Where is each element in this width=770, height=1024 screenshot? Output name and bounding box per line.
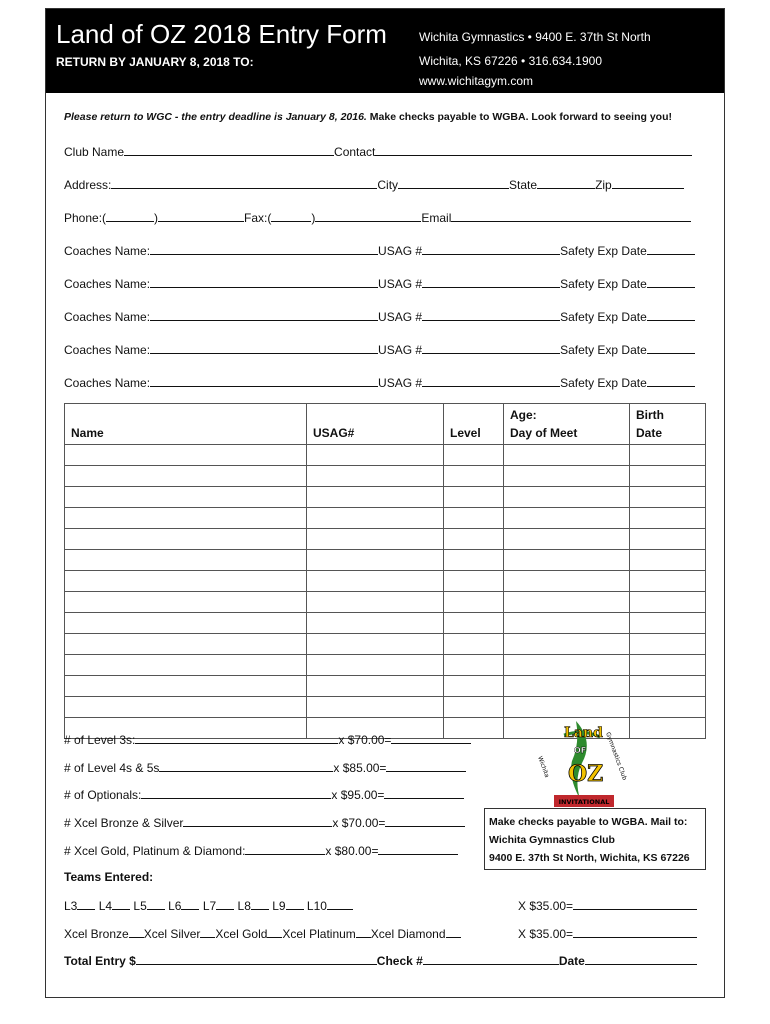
- coach-row: [64, 275, 695, 291]
- header-usag: USAG#: [307, 404, 444, 445]
- usag-field[interactable]: [422, 374, 560, 387]
- header-level: Level: [444, 404, 504, 445]
- form-title: Land of OZ 2018 Entry Form: [56, 19, 387, 49]
- fax-number-field[interactable]: [315, 209, 421, 222]
- coach-row: [64, 374, 695, 390]
- roster-body: [65, 445, 706, 739]
- usag-cell[interactable]: [307, 487, 444, 508]
- name-cell[interactable]: [65, 445, 307, 466]
- table-row: [65, 613, 706, 634]
- usag-cell[interactable]: [307, 655, 444, 676]
- fee-xcel-gpd-row: [64, 842, 458, 858]
- fee-optionals-row: [64, 786, 464, 802]
- header-birth-date: [630, 404, 706, 445]
- address-line-1: Wichita Gymnastics • 9400 E. 37th St North: [419, 30, 651, 44]
- level-cell[interactable]: [444, 466, 504, 487]
- xcel-bs-label: # Xcel Bronze & Silver: [64, 816, 184, 830]
- coaches-name-field[interactable]: [150, 275, 378, 288]
- birth-date-cell[interactable]: [630, 571, 706, 592]
- team-l9-label: L9: [272, 899, 286, 913]
- table-row: [65, 571, 706, 592]
- coaches-name-label: Coaches Name:: [64, 310, 151, 324]
- table-row: [65, 634, 706, 655]
- total-entry-label: Total Entry $: [64, 954, 136, 968]
- club-name-field[interactable]: [124, 143, 334, 156]
- mail-line-1: Make checks payable to WGBA. Mail to:: [489, 816, 688, 828]
- level3-count-field[interactable]: [135, 731, 338, 744]
- birth-date-cell[interactable]: [630, 529, 706, 550]
- level3-label: # of Level 3s:: [64, 733, 136, 747]
- zip-field[interactable]: [612, 176, 684, 189]
- safety-exp-field[interactable]: [647, 374, 695, 387]
- xcel-bs-total-field[interactable]: [385, 814, 465, 827]
- coach-row: [64, 242, 695, 258]
- teams-entered-label: Teams Entered:: [64, 870, 154, 884]
- team-l5-label: L5: [133, 899, 147, 913]
- name-cell[interactable]: [65, 655, 307, 676]
- xcel-gpd-count-field[interactable]: [245, 842, 325, 855]
- table-row: [65, 466, 706, 487]
- age-cell[interactable]: [504, 487, 630, 508]
- name-cell[interactable]: [65, 466, 307, 487]
- team-xcel-gold-label: Xcel Gold: [215, 927, 268, 941]
- team-l8-label: L8: [237, 899, 251, 913]
- level-cell[interactable]: [444, 571, 504, 592]
- club-contact-row: [64, 143, 692, 159]
- birth-date-cell[interactable]: [630, 487, 706, 508]
- teams-levels-row: [64, 897, 353, 913]
- logo-of-text: OF: [574, 746, 587, 755]
- birth-date-cell[interactable]: [630, 697, 706, 718]
- usag-cell[interactable]: [307, 508, 444, 529]
- header-date: Date: [636, 426, 663, 440]
- fee-level45-row: [64, 759, 466, 775]
- safety-exp-field[interactable]: [647, 242, 695, 255]
- age-cell[interactable]: [504, 613, 630, 634]
- payable-text: Make checks payable to WGBA. Look forward to seeing you!: [366, 111, 673, 123]
- age-cell[interactable]: [504, 508, 630, 529]
- level3-price: x $70.00=: [338, 733, 392, 747]
- zip-label: Zip: [595, 178, 612, 192]
- age-cell[interactable]: [504, 529, 630, 550]
- table-row: [65, 529, 706, 550]
- coaches-name-label: Coaches Name:: [64, 277, 151, 291]
- usag-label: USAG #: [378, 244, 423, 258]
- age-cell[interactable]: [504, 550, 630, 571]
- table-row: [65, 550, 706, 571]
- level45-label: # of Level 4s & 5s: [64, 761, 160, 775]
- coaches-name-field[interactable]: [150, 308, 378, 321]
- team-l9-field[interactable]: [286, 897, 304, 910]
- name-cell[interactable]: [65, 508, 307, 529]
- header-age: Age:: [510, 408, 537, 422]
- name-cell[interactable]: [65, 613, 307, 634]
- state-field[interactable]: [537, 176, 595, 189]
- birth-date-cell[interactable]: [630, 718, 706, 739]
- optionals-count-field[interactable]: [141, 786, 331, 799]
- birth-date-cell[interactable]: [630, 634, 706, 655]
- coaches-name-label: Coaches Name:: [64, 343, 151, 357]
- usag-field[interactable]: [422, 242, 560, 255]
- team-l5-field[interactable]: [147, 897, 165, 910]
- usag-cell[interactable]: [307, 697, 444, 718]
- level-cell[interactable]: [444, 508, 504, 529]
- birth-date-cell[interactable]: [630, 613, 706, 634]
- age-cell[interactable]: [504, 655, 630, 676]
- contact-field[interactable]: [375, 143, 692, 156]
- usag-cell[interactable]: [307, 634, 444, 655]
- form-header: [46, 9, 724, 93]
- age-cell[interactable]: [504, 445, 630, 466]
- safety-exp-field[interactable]: [647, 275, 695, 288]
- usag-cell[interactable]: [307, 676, 444, 697]
- age-cell[interactable]: [504, 634, 630, 655]
- team-l3-label: L3: [64, 899, 78, 913]
- level-cell[interactable]: [444, 655, 504, 676]
- level-cell[interactable]: [444, 613, 504, 634]
- city-field[interactable]: [398, 176, 509, 189]
- birth-date-cell[interactable]: [630, 508, 706, 529]
- optionals-label: # of Optionals:: [64, 788, 142, 802]
- team-xcel-diamond-field[interactable]: [446, 925, 461, 938]
- name-cell[interactable]: [65, 676, 307, 697]
- date-field[interactable]: [585, 952, 697, 965]
- xcel-gpd-total-field[interactable]: [378, 842, 458, 855]
- age-cell[interactable]: [504, 571, 630, 592]
- team-xcel-silver-label: Xcel Silver: [143, 927, 201, 941]
- phone-label: Phone:(: [64, 211, 107, 225]
- birth-date-cell[interactable]: [630, 466, 706, 487]
- teams-levels-total: [518, 897, 697, 913]
- logo-land-text: Land: [564, 725, 603, 741]
- state-label: State: [509, 178, 538, 192]
- email-field[interactable]: [451, 209, 691, 222]
- team-xcel-bronze-label: Xcel Bronze: [64, 927, 129, 941]
- team-xcel-bronze-field[interactable]: [129, 925, 144, 938]
- table-header-row: [65, 404, 706, 445]
- teams-levels-price: X $35.00=: [518, 899, 574, 913]
- safety-exp-label: Safety Exp Date: [560, 343, 647, 357]
- coach-row: [64, 341, 695, 357]
- team-l6-label: L6: [168, 899, 182, 913]
- fee-xcel-bs-row: [64, 814, 465, 830]
- xcel-bs-count-field[interactable]: [183, 814, 332, 827]
- mail-to-box: [484, 808, 706, 870]
- total-entry-field[interactable]: [136, 952, 377, 965]
- city-label: City: [377, 178, 399, 192]
- birth-date-cell[interactable]: [630, 655, 706, 676]
- address-field[interactable]: [111, 176, 377, 189]
- coach-row: [64, 308, 695, 324]
- address-line-2: Wichita, KS 67226 • 316.634.1900: [419, 54, 602, 68]
- phone-paren: ): [154, 211, 159, 225]
- logo-oz-text: OZ: [568, 761, 604, 787]
- deadline-notice: [64, 111, 672, 123]
- name-cell[interactable]: [65, 487, 307, 508]
- usag-cell[interactable]: [307, 613, 444, 634]
- coaches-name-label: Coaches Name:: [64, 376, 151, 390]
- coaches-name-field[interactable]: [150, 341, 378, 354]
- teams-xcel-total: [518, 925, 697, 941]
- teams-xcel-row: [64, 925, 461, 941]
- header-day-of-meet: Day of Meet: [510, 426, 578, 440]
- safety-exp-label: Safety Exp Date: [560, 244, 647, 258]
- teams-levels-total-field[interactable]: [573, 897, 697, 910]
- level-cell[interactable]: [444, 529, 504, 550]
- header-name: Name: [65, 404, 307, 445]
- fax-paren: ): [311, 211, 316, 225]
- team-l8-field[interactable]: [251, 897, 269, 910]
- address-label: Address:: [64, 178, 112, 192]
- name-cell[interactable]: [65, 571, 307, 592]
- usag-field[interactable]: [422, 341, 560, 354]
- level-cell[interactable]: [444, 592, 504, 613]
- xcel-gpd-price: x $80.00=: [325, 844, 379, 858]
- level45-price: x $85.00=: [333, 761, 387, 775]
- teams-xcel-price: X $35.00=: [518, 927, 574, 941]
- team-l10-field[interactable]: [327, 897, 353, 910]
- contact-label: Contact: [334, 145, 376, 159]
- email-label: Email: [421, 211, 452, 225]
- land-of-oz-logo: [524, 715, 634, 809]
- name-cell[interactable]: [65, 550, 307, 571]
- safety-exp-field[interactable]: [647, 341, 695, 354]
- age-cell[interactable]: [504, 466, 630, 487]
- mail-line-3: 9400 E. 37th St North, Wichita, KS 67226: [489, 852, 690, 864]
- level-cell[interactable]: [444, 676, 504, 697]
- team-l4-field[interactable]: [112, 897, 130, 910]
- name-cell[interactable]: [65, 634, 307, 655]
- deadline-text: Please return to WGC - the entry deadline is January 8, 2016.: [64, 111, 367, 123]
- birth-date-cell[interactable]: [630, 676, 706, 697]
- optionals-total-field[interactable]: [384, 786, 464, 799]
- usag-cell[interactable]: [307, 571, 444, 592]
- header-birth: Birth: [636, 408, 664, 422]
- level-cell[interactable]: [444, 550, 504, 571]
- entry-form-page: [45, 8, 725, 998]
- coaches-name-field[interactable]: [150, 374, 378, 387]
- optionals-price: x $95.00=: [331, 788, 385, 802]
- phone-area-field[interactable]: [106, 209, 154, 222]
- safety-exp-label: Safety Exp Date: [560, 310, 647, 324]
- team-l10-label: L10: [306, 899, 327, 913]
- level-cell[interactable]: [444, 445, 504, 466]
- usag-field[interactable]: [422, 308, 560, 321]
- birth-date-cell[interactable]: [630, 592, 706, 613]
- table-row: [65, 487, 706, 508]
- level-cell[interactable]: [444, 697, 504, 718]
- mail-line-2: Wichita Gymnastics Club: [489, 834, 615, 846]
- usag-cell[interactable]: [307, 529, 444, 550]
- safety-exp-label: Safety Exp Date: [560, 277, 647, 291]
- fax-label: Fax:(: [244, 211, 272, 225]
- team-l4-label: L4: [98, 899, 113, 913]
- usag-cell[interactable]: [307, 550, 444, 571]
- usag-label: USAG #: [378, 310, 423, 324]
- usag-cell[interactable]: [307, 445, 444, 466]
- usag-field[interactable]: [422, 275, 560, 288]
- team-l3-field[interactable]: [77, 897, 95, 910]
- safety-exp-field[interactable]: [647, 308, 695, 321]
- website: www.wichitagym.com: [419, 74, 534, 88]
- table-row: [65, 508, 706, 529]
- logo-invitational-text: INVITATIONAL: [558, 798, 610, 806]
- usag-cell[interactable]: [307, 592, 444, 613]
- return-by-label: RETURN BY JANUARY 8, 2018 TO:: [56, 55, 254, 69]
- age-cell[interactable]: [504, 676, 630, 697]
- table-row: [65, 592, 706, 613]
- check-label: Check #: [376, 954, 423, 968]
- club-name-label: Club Name: [64, 145, 125, 159]
- name-cell[interactable]: [65, 529, 307, 550]
- team-l7-field[interactable]: [216, 897, 234, 910]
- usag-cell[interactable]: [307, 466, 444, 487]
- name-cell[interactable]: [65, 697, 307, 718]
- name-cell[interactable]: [65, 592, 307, 613]
- team-xcel-silver-field[interactable]: [200, 925, 215, 938]
- check-number-field[interactable]: [423, 952, 559, 965]
- team-xcel-platinum-field[interactable]: [356, 925, 371, 938]
- birth-date-cell[interactable]: [630, 445, 706, 466]
- date-label: Date: [558, 954, 585, 968]
- level3-total-field[interactable]: [391, 731, 471, 744]
- level45-count-field[interactable]: [159, 759, 333, 772]
- usag-label: USAG #: [378, 277, 423, 291]
- age-cell[interactable]: [504, 592, 630, 613]
- logo-club-text: Gymnastics Club: [604, 731, 628, 782]
- totals-row: [64, 952, 697, 968]
- coaches-name-field[interactable]: [150, 242, 378, 255]
- level-cell[interactable]: [444, 487, 504, 508]
- xcel-gpd-label: # Xcel Gold, Platinum & Diamond:: [64, 844, 246, 858]
- fax-area-field[interactable]: [271, 209, 311, 222]
- phone-fax-email-row: [64, 209, 691, 225]
- table-row: [65, 676, 706, 697]
- team-xcel-diamond-label: Xcel Diamond: [370, 927, 446, 941]
- teams-xcel-total-field[interactable]: [573, 925, 697, 938]
- team-xcel-gold-field[interactable]: [267, 925, 282, 938]
- coaches-name-label: Coaches Name:: [64, 244, 151, 258]
- level-cell[interactable]: [444, 634, 504, 655]
- level45-total-field[interactable]: [386, 759, 466, 772]
- team-l6-field[interactable]: [181, 897, 199, 910]
- address-row: [64, 176, 684, 192]
- birth-date-cell[interactable]: [630, 550, 706, 571]
- team-xcel-platinum-label: Xcel Platinum: [282, 927, 356, 941]
- phone-number-field[interactable]: [158, 209, 244, 222]
- header-age-day-of-meet: [504, 404, 630, 445]
- team-l7-label: L7: [202, 899, 217, 913]
- usag-label: USAG #: [378, 376, 423, 390]
- table-row: [65, 445, 706, 466]
- fee-level3-row: [64, 731, 471, 747]
- logo-wichita-text: Wichita: [536, 755, 551, 779]
- xcel-bs-price: x $70.00=: [332, 816, 386, 830]
- table-row: [65, 655, 706, 676]
- gymnast-roster-table: [64, 403, 706, 739]
- usag-label: USAG #: [378, 343, 423, 357]
- safety-exp-label: Safety Exp Date: [560, 376, 647, 390]
